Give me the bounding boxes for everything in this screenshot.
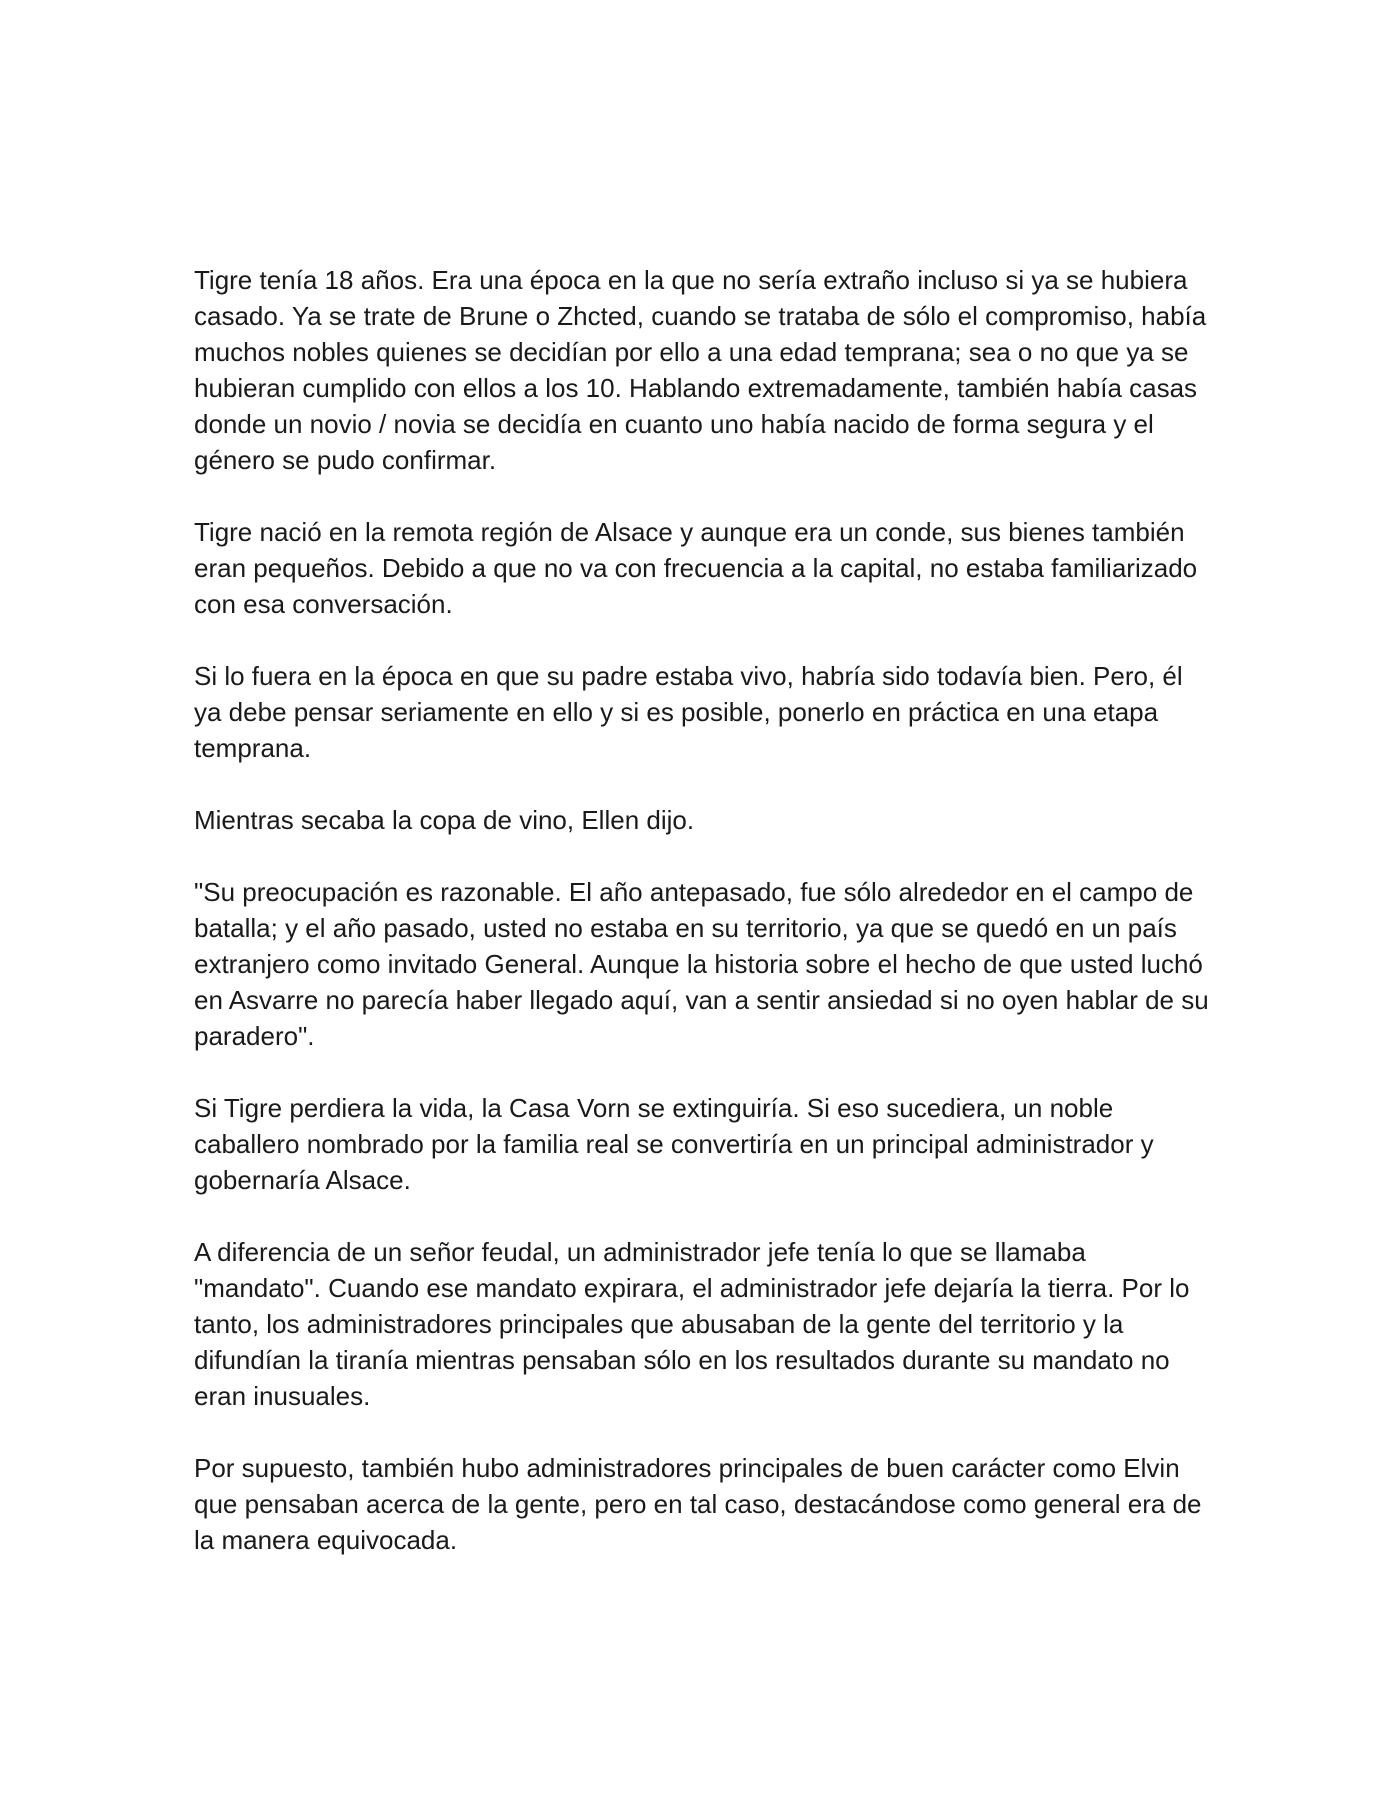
paragraph-4: Mientras secaba la copa de vino, Ellen dijo. <box>194 805 695 835</box>
paragraph-6: Si Tigre perdiera la vida, la Casa Vorn se extinguiría. Si eso sucediera, un noble caballero nombrado por la familia real se convertiría en un principal administrador y gobernaría Alsace. <box>194 1093 1154 1195</box>
document-body <box>194 262 1214 1558</box>
paragraph-5: "Su preocupación es razonable. El año antepasado, fue sólo alrededor en el campo de batalla; y el año pasado, usted no estaba en su territorio, ya que se quedó en un país extranjero como invitado General. Aunque la historia sobre el hecho de que usted luchó en Asvarre no parecía haber llegado aquí, van a sentir ansiedad si no oyen hablar de su paradero". <box>194 877 1209 1051</box>
paragraph-7: A diferencia de un señor feudal, un administrador jefe tenía lo que se llamaba "mandato". Cuando ese mandato expirara, el administrador jefe dejaría la tierra. Por lo tanto, los administradores principales que abusaban de la gente del territorio y la difundían la tiranía mientras pensaban sólo en los resultados durante su mandato no eran inusuales. <box>194 1237 1190 1411</box>
paragraph-3: Si lo fuera en la época en que su padre estaba vivo, habría sido todavía bien. Pero, él ya debe pensar seriamente en ello y si es posible, ponerlo en práctica en una etapa temprana. <box>194 661 1183 763</box>
paragraph-2: Tigre nació en la remota región de Alsace y aunque era un conde, sus bienes también eran pequeños. Debido a que no va con frecuencia a la capital, no estaba familiarizado con esa conversación. <box>194 517 1198 619</box>
paragraph-1: Tigre tenía 18 años. Era una época en la que no sería extraño incluso si ya se hubiera casado. Ya se trate de Brune o Zhcted, cuando se trataba de sólo el compromiso, había muchos nobles quienes se decidían por ello a una edad temprana; sea o no que ya se hubieran cumplido con ellos a los 10. Hablando extremadamente, también había casas donde un novio / novia se decidía en cuanto uno había nacido de forma segura y el género se pudo confirmar. <box>194 265 1207 475</box>
paragraph-8: Por supuesto, también hubo administradores principales de buen carácter como Elvin que pensaban acerca de la gente, pero en tal caso, destacándose como general era de la manera equivocada. <box>194 1453 1202 1555</box>
